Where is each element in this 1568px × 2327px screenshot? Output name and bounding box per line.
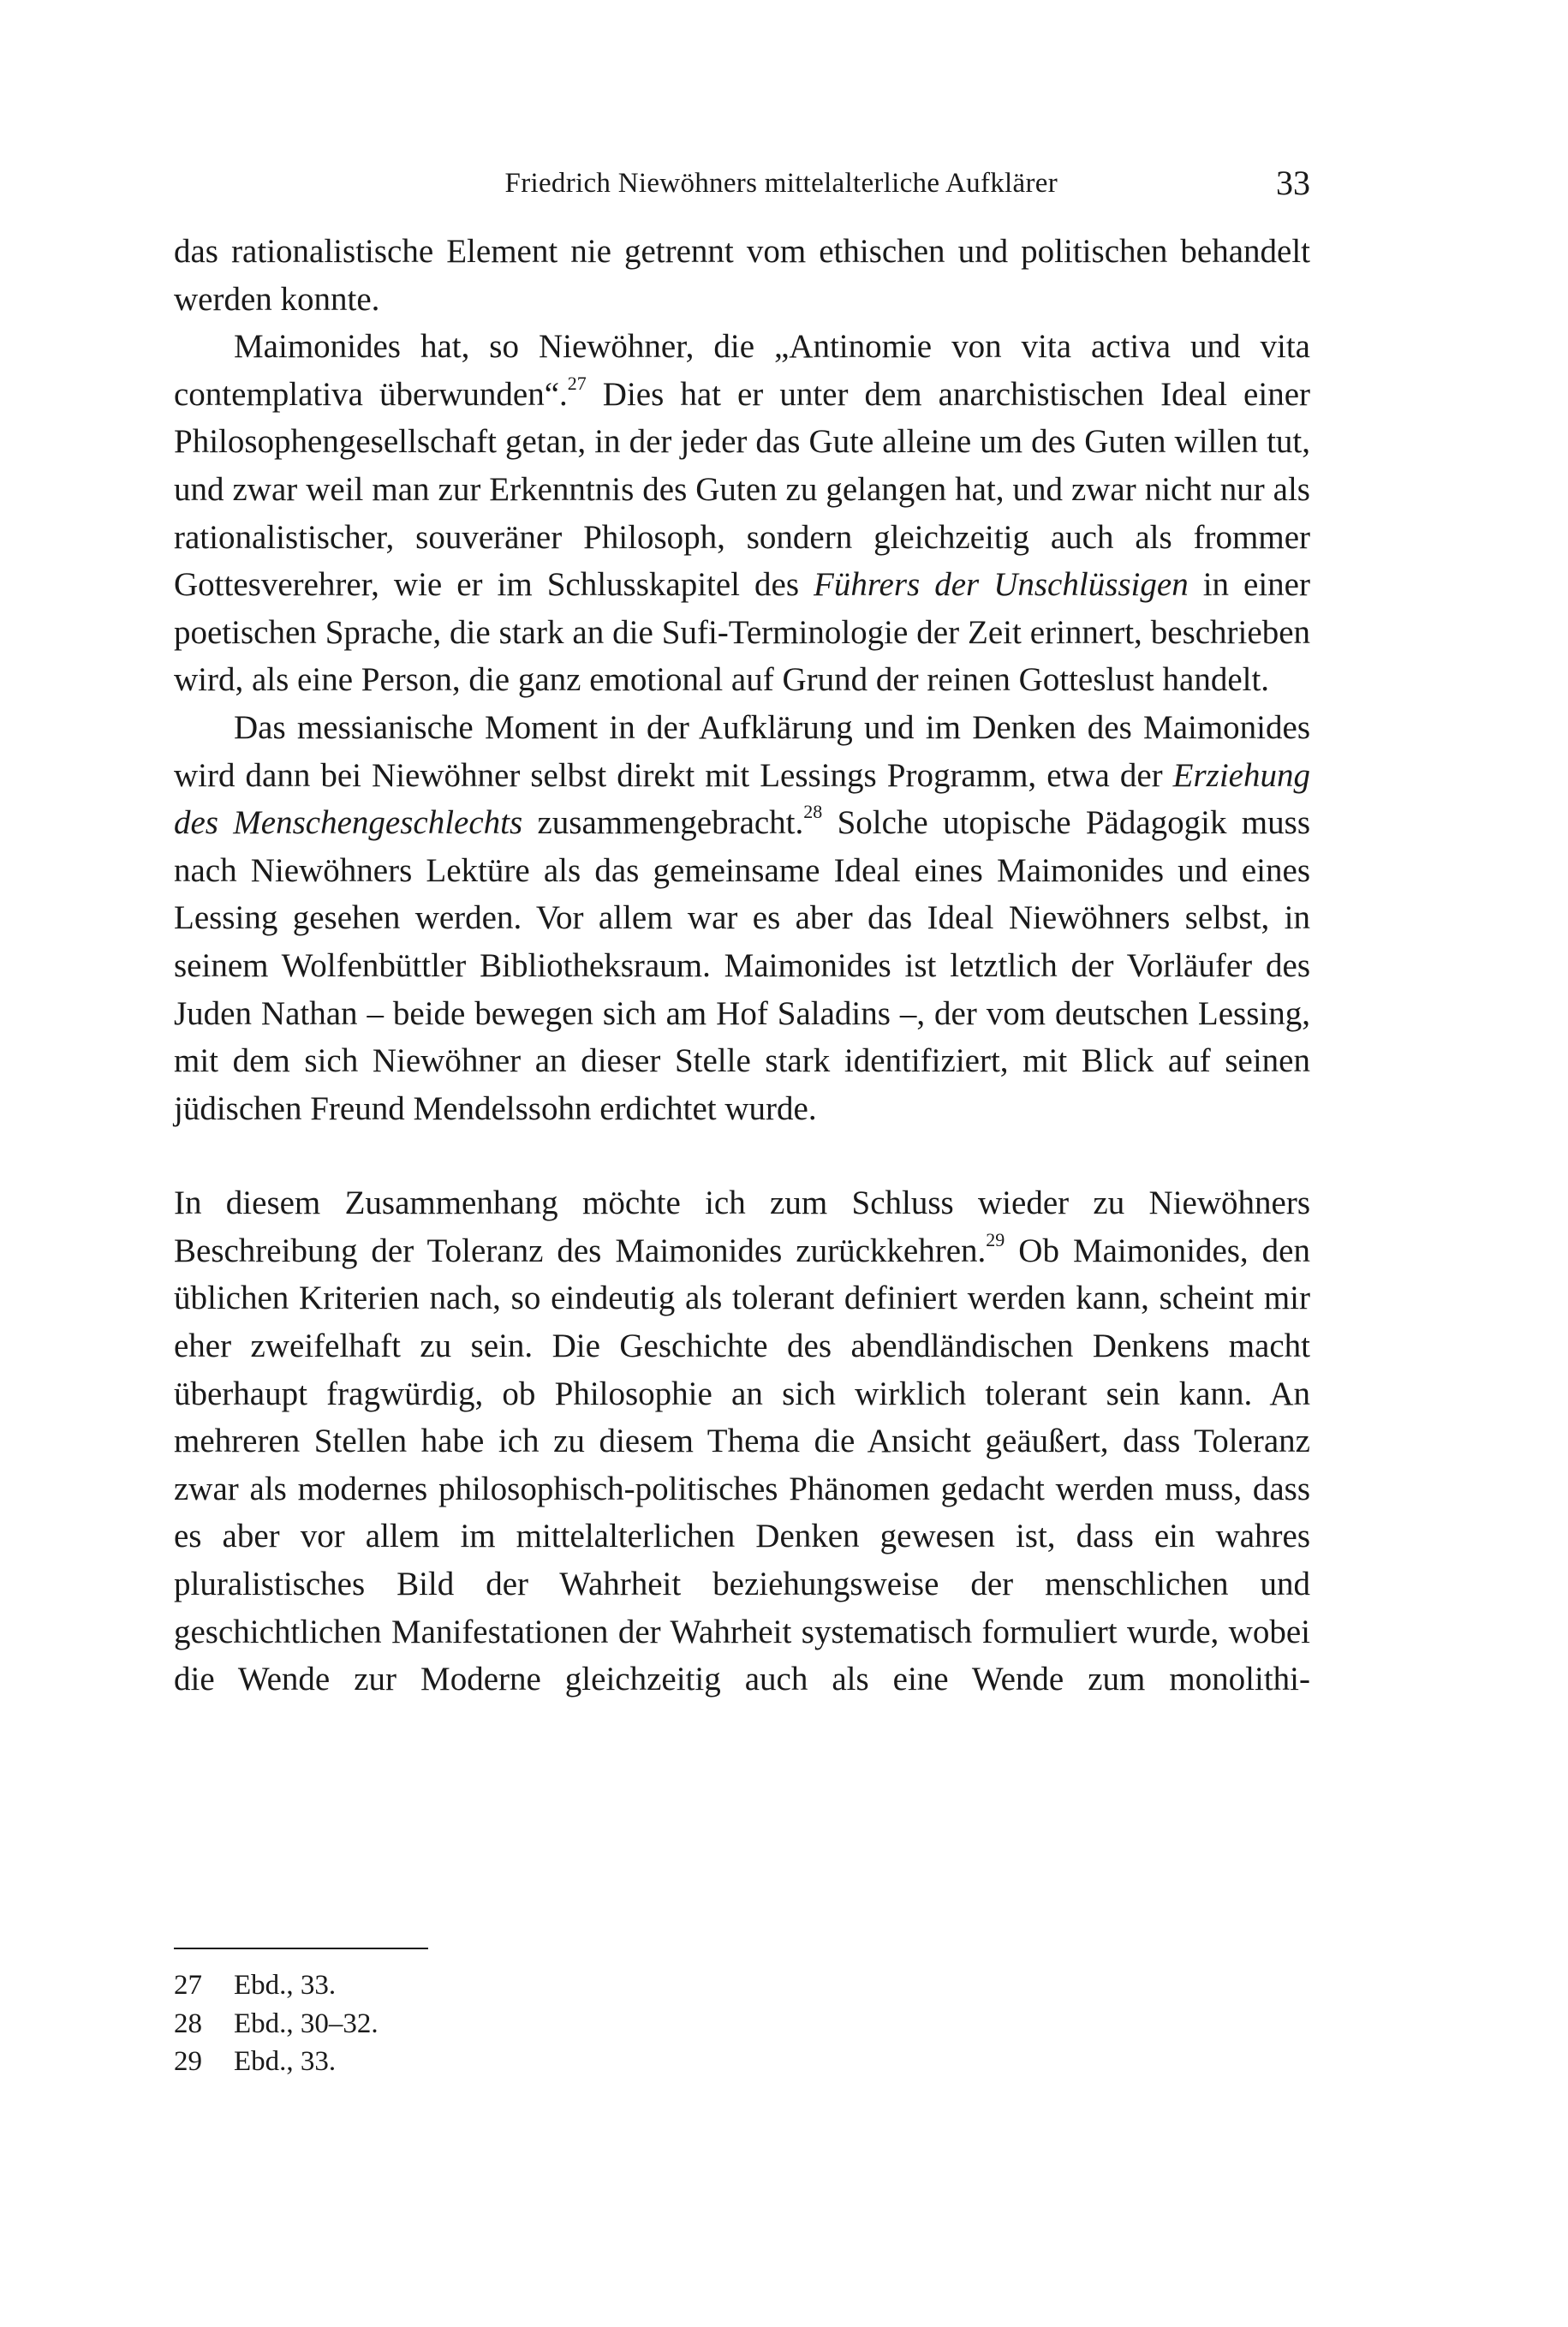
paragraph-1-text: das rationalistische Element nie getrennt vom ethischen und politischen behandelt werden konnte. bbox=[174, 233, 1310, 318]
footnote-ref-27: 27 bbox=[567, 372, 587, 394]
footnote-text: Ebd., 33. bbox=[234, 2046, 337, 2077]
paragraph-1 bbox=[174, 228, 1310, 323]
paragraph-2 bbox=[174, 323, 1310, 704]
book-title-erziehung: Erziehung des Menschengeschlechts bbox=[174, 756, 1310, 842]
footnote-28 bbox=[174, 2005, 945, 2044]
body-text bbox=[174, 228, 1310, 1703]
footnote-29 bbox=[174, 2043, 945, 2081]
footnote-text: Ebd., 33. bbox=[234, 1970, 337, 2001]
paragraph-4-text-a: In diesem Zusammenhang möchte ich zum Schluss wieder zu Niewöhners Beschreibung der Toleranz des Maimonides zurückkehren. bbox=[174, 1184, 1310, 1269]
running-title: Friedrich Niewöhners mittelalterliche Aufklärer bbox=[504, 168, 1058, 199]
paragraph-2-text-b: Dies hat er unter dem anarchistischen Ideal einer Philosophengesellschaft getan, in der jeder das Gute alleine um des Guten willen tut, und zwar weil man zur Erkenntnis des Guten zu gelangen hat, und zwar nicht nur als rationalistischer, souveräner Philosoph, sondern gleichzeitig auch als frommer Gottesverehrer, wie er im Schlusskapitel des bbox=[174, 375, 1310, 604]
paragraph-3-text-b: zusammengebracht. bbox=[522, 804, 804, 842]
paragraph-3-text-c: Solche utopische Pädagogik muss nach Niewöhners Lektüre als das gemeinsame Ideal eines Maimonides und eines Lessing gesehen werden. Vor allem war es aber das Ideal Niewöhners selbst, in seinem Wolfenbüttler Bibliotheksraum. Maimonides ist letztlich der Vorläufer des Juden Nathan – beide bewegen sich am Hof Saladins –, der vom deutschen Lessing, mit dem sich Niewöhner an dieser Stelle stark identifiziert, mit Blick auf seinen jüdischen Freund Mendelssohn erdichtet wurde. bbox=[174, 804, 1311, 1127]
paragraph-2-text-c: in einer poetischen Sprache, die stark an die Sufi-Terminologie der Zeit erinnert, beschrieben wird, als eine Person, die ganz emotional auf Grund der reinen Gotteslust handelt. bbox=[174, 566, 1310, 699]
footnote-number: 28 bbox=[174, 2008, 202, 2039]
page bbox=[174, 163, 1310, 1703]
footnotes bbox=[174, 1966, 945, 2081]
page-number: 33 bbox=[1276, 164, 1310, 202]
footnote-ref-28: 28 bbox=[803, 801, 823, 823]
footnote-27 bbox=[174, 1966, 945, 2005]
running-head bbox=[174, 163, 1310, 214]
footnote-rule bbox=[174, 1948, 428, 1949]
paragraph-4 bbox=[174, 1179, 1310, 1703]
footnote-number: 27 bbox=[174, 1970, 202, 2001]
paragraph-4-text-b: Ob Maimonides, den üblichen Kriterien nach, so eindeutig als tolerant definiert werden kann, scheint mir eher zweifelhaft zu sein. Die Geschichte des abendländischen Denkens macht überhaupt fragwürdig, ob Philosophie an sich wirklich tolerant sein kann. An mehreren Stellen habe ich zu diesem Thema die Ansicht geäußert, dass Toleranz zwar als modernes philosophisch-politisches Phänomen gedacht werden muss, dass es aber vor allem im mittelalterlichen Denken gewesen ist, dass ein wahres pluralistisches Bild der Wahrheit beziehungsweise der menschlichen und geschichtlichen Manifestationen der Wahrheit systematisch formuliert wurde, wobei die Wende zur Moderne gleichzeitig auch als eine Wende zum monolithi- bbox=[174, 1232, 1310, 1698]
footnote-number: 29 bbox=[174, 2046, 202, 2077]
paragraph-3-text-a: Das messianische Moment in der Aufklärung und im Denken des Maimonides wird dann bei Niewöhner selbst direkt mit Lessings Programm, etwa der bbox=[174, 708, 1310, 794]
paragraph-3 bbox=[174, 704, 1310, 1132]
paragraph-2-text-a: Maimonides hat, so Niewöhner, die „Antinomie von vita activa und vita contemplativa überwunden“. bbox=[174, 328, 1310, 413]
footnote-ref-29: 29 bbox=[986, 1228, 1005, 1250]
book-title-fuehrer: Führers der Unschlüssigen bbox=[814, 566, 1189, 604]
footnote-text: Ebd., 30–32. bbox=[234, 2008, 379, 2039]
